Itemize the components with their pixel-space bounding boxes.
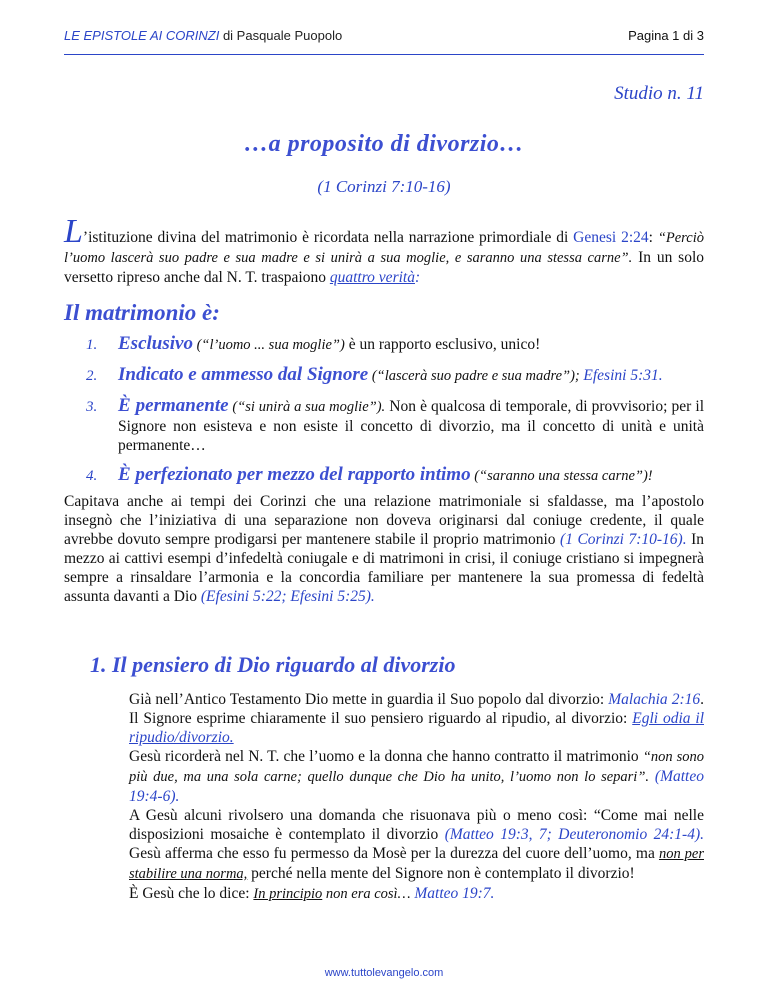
- para-text-2: . Il Signore esprime chiaramente il suo pensiero riguardo al ripudio, al divorzio:: [129, 691, 704, 727]
- intro-end: :: [414, 269, 421, 286]
- para-text: A Gesù alcuni rivolsero una domanda che risuonava più o meno così: “Come mai nelle disposizioni mosaiche è contemplato il divorzio: [129, 807, 704, 843]
- intro-text-2: In un solo versetto ripreso anche dal N. T. traspaiono: [64, 249, 704, 286]
- section-1-para-1: [129, 690, 704, 747]
- point-quote: (“saranno una stessa carne”)!: [470, 468, 653, 484]
- section-1-para-2: [129, 747, 704, 806]
- para-text-2: Gesù afferma che esso fu permesso da Mosè per la durezza del cuore dell’uomo, ma: [129, 845, 659, 862]
- page-title: …a proposito di divorzio…: [244, 131, 524, 157]
- list-number: 1.: [86, 337, 98, 353]
- quattro-verita-link[interactable]: quattro verità: [329, 269, 415, 286]
- intro-text: ’istituzione divina del matrimonio è ricordata nella narrazione primordiale di: [82, 229, 574, 246]
- section-1-para-4: [129, 884, 704, 904]
- emphasis-text: non per stabilire una norma,: [129, 846, 704, 882]
- footer-url[interactable]: www.tuttolevangelo.com: [324, 967, 444, 979]
- section-number: 1.: [90, 652, 107, 677]
- point-title: È permanente: [118, 395, 229, 416]
- book-title: LE EPISTOLE AI CORINZI: [64, 28, 220, 43]
- intro-paragraph: [64, 213, 705, 287]
- genesis-quote: “Perciò l’uomo lascerà suo padre e sua madre e si unirà a sua moglie, e saranno una stessa carne”.: [64, 230, 705, 266]
- list-number: 2.: [86, 368, 98, 384]
- page-number: Pagina 1 di 3: [628, 28, 704, 43]
- point-title: Esclusivo: [118, 333, 193, 354]
- efesini-refs-link[interactable]: (Efesini 5:22; Efesini 5:25).: [200, 588, 375, 605]
- point-end: .: [658, 367, 663, 384]
- author-name: di Pasquale Puopolo: [219, 28, 343, 43]
- efesini-link[interactable]: Efesini 5:31: [583, 367, 659, 384]
- matteo-deut-link[interactable]: (Matteo 19:3, 7; Deuteronomio 24:1-4).: [444, 826, 704, 843]
- para-text: È Gesù che lo dice:: [129, 885, 254, 902]
- paragraph-text: Capitava anche ai tempi dei Corinzi che una relazione matrimoniale si sfaldasse, ma l’apostolo insegnò che l’iniziativa di una separazione non doveva originarsi dal coniuge credente, il quale avrebbe dovuto sempre prodigarsi per mantenere stabile il proprio matrimonio: [64, 493, 704, 548]
- ripudio-link[interactable]: Egli odia il ripudio/divorzio.: [129, 710, 704, 746]
- matteo-quote: “non sono più due, ma una sola carne; quello dunque che Dio ha unito, l’uomo non lo separi”.: [129, 749, 704, 785]
- section-1-body: [129, 690, 704, 904]
- point-text: è un rapporto esclusivo, unico!: [344, 336, 541, 353]
- point-quote: (“si unirà a sua moglie”).: [228, 399, 386, 415]
- header-rule: [64, 54, 704, 55]
- section-heading: Il matrimonio è:: [64, 300, 220, 325]
- list-item: [86, 365, 704, 386]
- point-title: Indicato e ammesso dal Signore: [118, 364, 369, 385]
- emphasis-text: In principio: [253, 886, 323, 902]
- truths-list: [86, 334, 704, 496]
- section-title: Il pensiero di Dio riguardo al divorzio: [112, 652, 456, 677]
- para-text-3: perché nella mente del Signore non è contemplato il divorzio!: [247, 865, 635, 882]
- list-number: 4.: [86, 468, 98, 484]
- list-item: [86, 396, 704, 455]
- list-item: [86, 465, 704, 486]
- list-number: 3.: [86, 399, 98, 415]
- section-1-para-3: [129, 806, 704, 884]
- header-left: [64, 28, 342, 43]
- corinthians-paragraph: [64, 492, 704, 606]
- section-1-heading: [90, 652, 455, 678]
- scripture-reference: (1 Corinzi 7:10-16): [317, 177, 451, 196]
- para-text: Già nell’Antico Testamento Dio mette in guardia il Suo popolo dal divorzio:: [129, 691, 609, 708]
- list-item: [86, 334, 704, 355]
- page-header: [64, 28, 704, 48]
- study-number: Studio n. 11: [614, 83, 704, 104]
- paragraph-text-2: In mezzo ai cattivi esempi d’infedeltà coniugale e di matrimoni in crisi, il coniuge cristiano si impegnerà sempre a rinsaldare l’armonia e la concordia familiare per mantenere la sua promessa di fedeltà assunta davanti a Dio: [64, 531, 704, 605]
- corinzi-link[interactable]: (1 Corinzi 7:10-16).: [560, 531, 687, 548]
- point-quote: (“l’uomo ... sua moglie”): [192, 337, 345, 353]
- drop-cap: L: [64, 213, 83, 250]
- quote-text: non era così…: [322, 886, 411, 902]
- point-text: Non è qualcosa di temporale, di provvisorio; per il Signore non esisteva e non esiste il concetto di divorzio, ma il concetto di unità e unità permanente…: [118, 398, 705, 454]
- point-quote: (“lascerà suo padre e sua madre”);: [368, 368, 584, 384]
- matteo-19-4-link[interactable]: (Matteo 19:4-6).: [129, 768, 704, 805]
- matteo-19-7-link[interactable]: Matteo 19:7.: [410, 885, 495, 902]
- point-title: È perfezionato per mezzo del rapporto intimo: [118, 464, 471, 485]
- intro-colon: :: [648, 229, 658, 246]
- malachia-link[interactable]: Malachia 2:16: [608, 691, 701, 708]
- genesis-link[interactable]: Genesi 2:24: [573, 229, 649, 246]
- para-text: Gesù ricorderà nel N. T. che l’uomo e la donna che hanno contratto il matrimonio: [129, 748, 643, 765]
